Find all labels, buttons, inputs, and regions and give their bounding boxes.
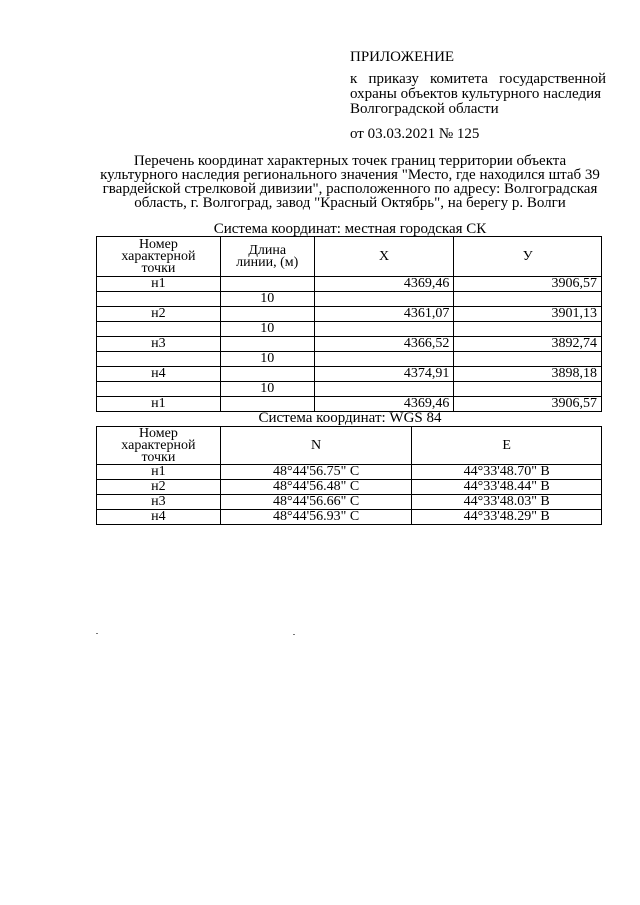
scan-speck: [96, 633, 98, 634]
header-length: Длина линии, (м): [220, 237, 314, 277]
appendix-committee-line: охраны объектов культурного наследия: [350, 86, 602, 102]
heading-line-3: гвардейской стрелковой дивизии", расположенного по адресу: Волгоградская: [102, 181, 598, 197]
table-row: н3 48°44'56.66" С 44°33'48.03" В: [97, 495, 602, 510]
table-row: 10: [97, 352, 602, 367]
appendix-order-line: к приказу комитета государственной: [350, 71, 606, 87]
wgs-table-caption: Система координат: WGS 84: [258, 410, 442, 426]
heading-line-4: область, г. Волгоград, завод "Красный Октябрь", на берегу р. Волги: [134, 195, 566, 211]
table-row: н1 4369,46 3906,57: [97, 277, 602, 292]
table-row: н4 48°44'56.93" С 44°33'48.29" В: [97, 510, 602, 525]
header-e: E: [412, 427, 602, 465]
table-row: н1 48°44'56.75" С 44°33'48.70" В: [97, 465, 602, 480]
table-row: н2 4361,07 3901,13: [97, 307, 602, 322]
table-header-row: [97, 427, 602, 465]
header-y: У: [454, 237, 602, 277]
table-row: 10: [97, 292, 602, 307]
table-row: 10: [97, 382, 602, 397]
table-row: н4 4374,91 3898,18: [97, 367, 602, 382]
appendix-date: от 03.03.2021 № 125: [350, 126, 480, 142]
heading-line-1: Перечень координат характерных точек границ территории объекта: [133, 153, 567, 169]
local-coordinates-table: [96, 236, 602, 412]
table-row: 10: [97, 322, 602, 337]
wgs-coordinates-table: [96, 426, 602, 525]
header-point: Номер характерной точки: [97, 427, 221, 465]
table-row: н3 4366,52 3892,74: [97, 337, 602, 352]
appendix-title: ПРИЛОЖЕНИЕ: [350, 49, 455, 65]
heading-line-2: культурного наследия регионального значения "Место, где находился штаб 39: [100, 167, 600, 183]
local-table-caption: Система координат: местная городская СК: [213, 221, 487, 237]
table-header-row: [97, 237, 602, 277]
header-x: X: [314, 237, 454, 277]
appendix-region-line: Волгоградской области: [350, 101, 499, 117]
table-row: н1 4369,46 3906,57: [97, 397, 602, 412]
header-point: Номер характерной точки: [97, 237, 221, 277]
scan-speck: [293, 634, 295, 635]
header-n: N: [220, 427, 412, 465]
table-row: н2 48°44'56.48" С 44°33'48.44" В: [97, 480, 602, 495]
